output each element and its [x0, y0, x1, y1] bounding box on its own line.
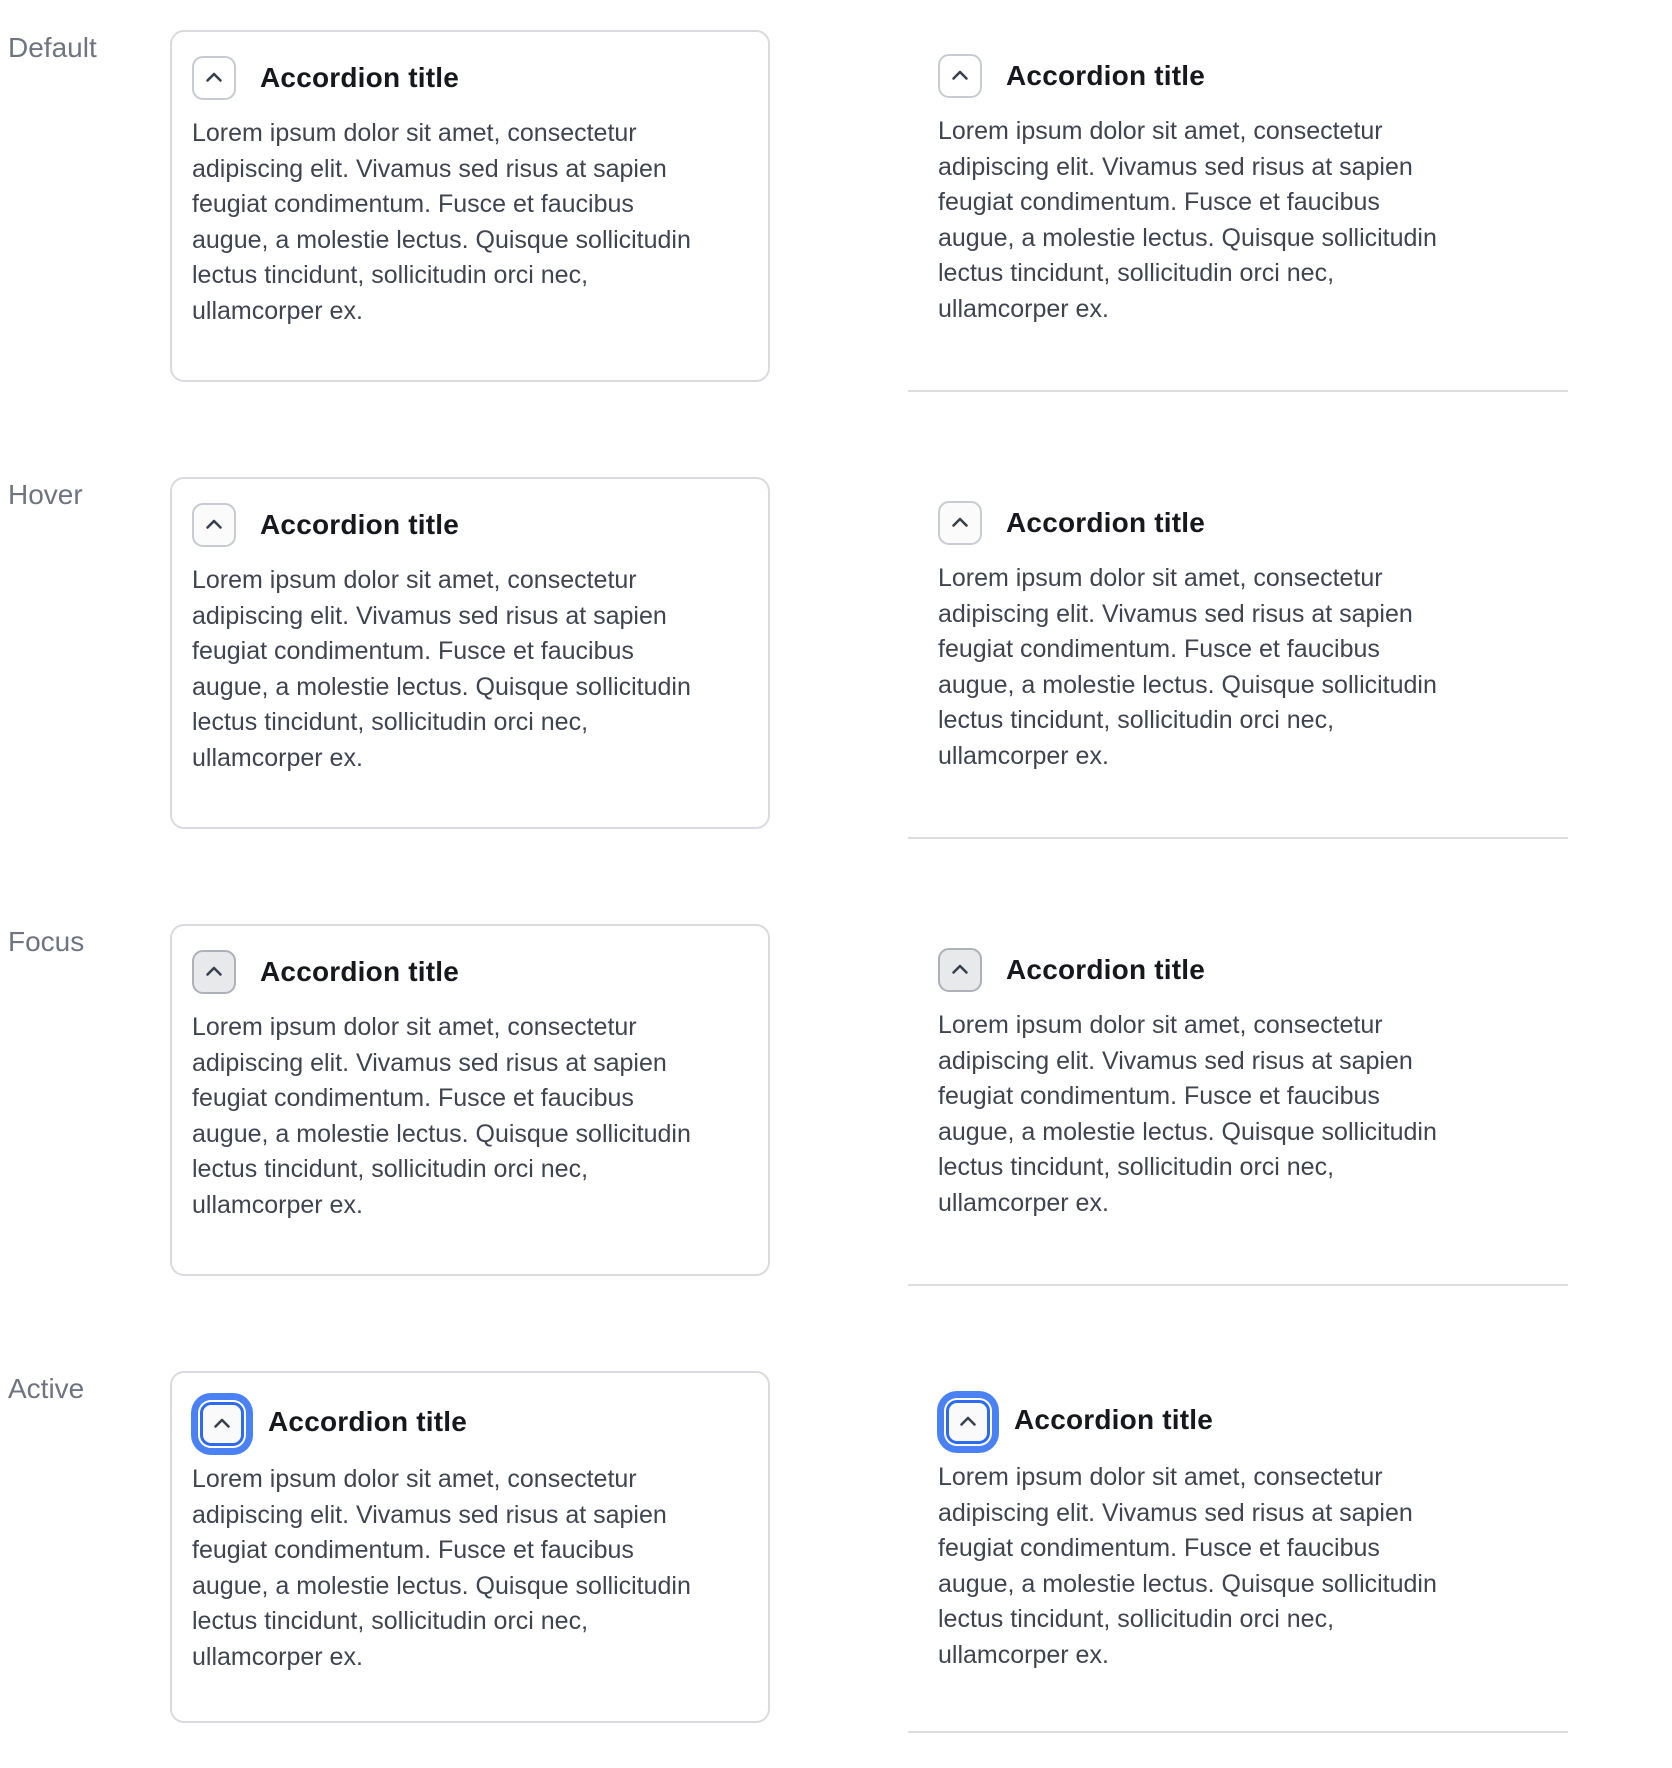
variant-card-column: [170, 30, 770, 382]
state-label: Active: [8, 1373, 85, 1404]
chevron-up-icon: [202, 66, 226, 90]
state-label: Focus: [8, 926, 85, 957]
accordion-title: Accordion title: [1014, 1403, 1214, 1435]
accordion-body: [938, 561, 1568, 775]
accordion-card-default: [170, 30, 770, 382]
body-line: feugiat condimentum. Fusce et faucibus: [192, 190, 634, 219]
accordion-toggle-button[interactable]: [938, 501, 982, 545]
accordion-flat-active: [908, 1371, 1568, 1733]
body-line: lectus tincidunt, sollicitudin orci nec,: [938, 259, 1335, 288]
body-line: Lorem ipsum dolor sit amet, consectetur: [938, 1463, 1383, 1491]
accordion-title: Accordion title: [1006, 954, 1206, 985]
body-line: feugiat condimentum. Fusce et faucibus: [938, 1534, 1380, 1563]
body-line: augue, a molestie lectus. Quisque sollicitudin: [938, 670, 1437, 699]
body-line: adipiscing elit. Vivamus sed risus at sapien: [192, 1048, 667, 1077]
accordion-title: Accordion title: [1006, 507, 1206, 538]
body-line: ullamcorper ex.: [192, 296, 363, 325]
body-line: augue, a molestie lectus. Quisque sollicitudin: [938, 223, 1437, 252]
body-line: feugiat condimentum. Fusce et faucibus: [192, 637, 634, 666]
body-line: feugiat condimentum. Fusce et faucibus: [192, 1536, 634, 1565]
chevron-up-icon: [202, 960, 226, 984]
body-line: Lorem ipsum dolor sit amet, consectetur: [192, 1013, 637, 1041]
body-line: adipiscing elit. Vivamus sed risus at sapien: [938, 1498, 1413, 1527]
accordion-body: [192, 1462, 744, 1676]
body-line: ullamcorper ex.: [938, 1640, 1109, 1669]
body-line: adipiscing elit. Vivamus sed risus at sapien: [192, 1500, 667, 1529]
variant-card-column: [170, 924, 770, 1276]
body-line: Lorem ipsum dolor sit amet, consectetur: [938, 564, 1383, 592]
accordion-body: [192, 116, 744, 330]
accordion-flat-focus: [908, 924, 1568, 1286]
accordion-body: [192, 1010, 744, 1224]
accordion-header[interactable]: [938, 1395, 1568, 1444]
accordion-header[interactable]: [192, 1397, 744, 1446]
accordion-card-hover: [170, 477, 770, 829]
accordion-toggle-button[interactable]: [938, 54, 982, 98]
accordion-body: [938, 1460, 1568, 1674]
accordion-header[interactable]: [192, 503, 744, 547]
body-line: augue, a molestie lectus. Quisque sollicitudin: [192, 672, 691, 701]
accordion-header[interactable]: [938, 501, 1568, 545]
accordion-toggle-button[interactable]: [946, 1400, 990, 1444]
accordion-title: Accordion title: [260, 62, 460, 93]
body-line: lectus tincidunt, sollicitudin orci nec,: [938, 706, 1335, 735]
accordion-body: [938, 114, 1568, 328]
variant-flat-column: [908, 30, 1568, 392]
body-line: adipiscing elit. Vivamus sed risus at sapien: [938, 1046, 1413, 1075]
body-line: ullamcorper ex.: [938, 1188, 1109, 1217]
accordion-card-active: [170, 1371, 770, 1723]
body-line: ullamcorper ex.: [192, 1642, 363, 1671]
accordion-header[interactable]: [938, 54, 1568, 98]
accordion-flat-hover: [908, 477, 1568, 839]
body-line: augue, a molestie lectus. Quisque sollicitudin: [938, 1569, 1437, 1598]
body-line: adipiscing elit. Vivamus sed risus at sapien: [192, 154, 667, 183]
body-line: augue, a molestie lectus. Quisque sollicitudin: [192, 1571, 691, 1600]
accordion-flat-default: [908, 30, 1568, 392]
variant-flat-column: [908, 1371, 1568, 1733]
accordion-header[interactable]: [938, 948, 1568, 992]
body-line: Lorem ipsum dolor sit amet, consectetur: [192, 119, 637, 147]
variant-card-column: [170, 477, 770, 829]
body-line: feugiat condimentum. Fusce et faucibus: [192, 1084, 634, 1113]
accordion-title: Accordion title: [260, 956, 460, 987]
body-line: Lorem ipsum dolor sit amet, consectetur: [192, 566, 637, 594]
body-line: feugiat condimentum. Fusce et faucibus: [938, 188, 1380, 217]
accordion-header[interactable]: [192, 950, 744, 994]
body-line: adipiscing elit. Vivamus sed risus at sapien: [938, 599, 1413, 628]
accordion-card-focus: [170, 924, 770, 1276]
variant-card-column: [170, 1371, 770, 1723]
body-line: ullamcorper ex.: [192, 743, 363, 772]
accordion-title: Accordion title: [260, 509, 460, 540]
body-line: ullamcorper ex.: [192, 1190, 363, 1219]
chevron-up-icon: [956, 1410, 980, 1434]
body-line: augue, a molestie lectus. Quisque sollicitudin: [192, 1119, 691, 1148]
accordion-toggle-button[interactable]: [200, 1402, 244, 1446]
accordion-toggle-button[interactable]: [192, 950, 236, 994]
body-line: augue, a molestie lectus. Quisque sollicitudin: [192, 225, 691, 254]
variant-flat-column: [908, 477, 1568, 839]
body-line: lectus tincidunt, sollicitudin orci nec,: [192, 1155, 589, 1184]
accordion-header[interactable]: [192, 56, 744, 100]
body-line: lectus tincidunt, sollicitudin orci nec,: [192, 708, 589, 737]
body-line: Lorem ipsum dolor sit amet, consectetur: [938, 117, 1383, 145]
accordion-body: [192, 563, 744, 777]
accordion-title: Accordion title: [268, 1405, 468, 1437]
body-line: ullamcorper ex.: [938, 294, 1109, 323]
body-line: adipiscing elit. Vivamus sed risus at sapien: [938, 152, 1413, 181]
chevron-up-icon: [210, 1412, 234, 1436]
accordion-title: Accordion title: [1006, 60, 1206, 91]
body-line: Lorem ipsum dolor sit amet, consectetur: [192, 1465, 637, 1493]
accordion-toggle-button[interactable]: [192, 56, 236, 100]
body-line: feugiat condimentum. Fusce et faucibus: [938, 1082, 1380, 1111]
body-line: lectus tincidunt, sollicitudin orci nec,: [192, 261, 589, 290]
body-line: feugiat condimentum. Fusce et faucibus: [938, 635, 1380, 664]
body-line: adipiscing elit. Vivamus sed risus at sapien: [192, 601, 667, 630]
body-line: Lorem ipsum dolor sit amet, consectetur: [938, 1011, 1383, 1039]
state-label: Default: [8, 32, 97, 63]
body-line: lectus tincidunt, sollicitudin orci nec,: [192, 1607, 589, 1636]
body-line: lectus tincidunt, sollicitudin orci nec,: [938, 1153, 1335, 1182]
accordion-body: [938, 1008, 1568, 1222]
chevron-up-icon: [948, 511, 972, 535]
chevron-up-icon: [202, 513, 226, 537]
state-label: Hover: [8, 479, 83, 510]
accordion-toggle-button[interactable]: [192, 503, 236, 547]
body-line: ullamcorper ex.: [938, 741, 1109, 770]
variant-flat-column: [908, 924, 1568, 1286]
body-line: augue, a molestie lectus. Quisque sollicitudin: [938, 1117, 1437, 1146]
body-line: lectus tincidunt, sollicitudin orci nec,: [938, 1605, 1335, 1634]
chevron-up-icon: [948, 958, 972, 982]
chevron-up-icon: [948, 64, 972, 88]
accordion-toggle-button[interactable]: [938, 948, 982, 992]
